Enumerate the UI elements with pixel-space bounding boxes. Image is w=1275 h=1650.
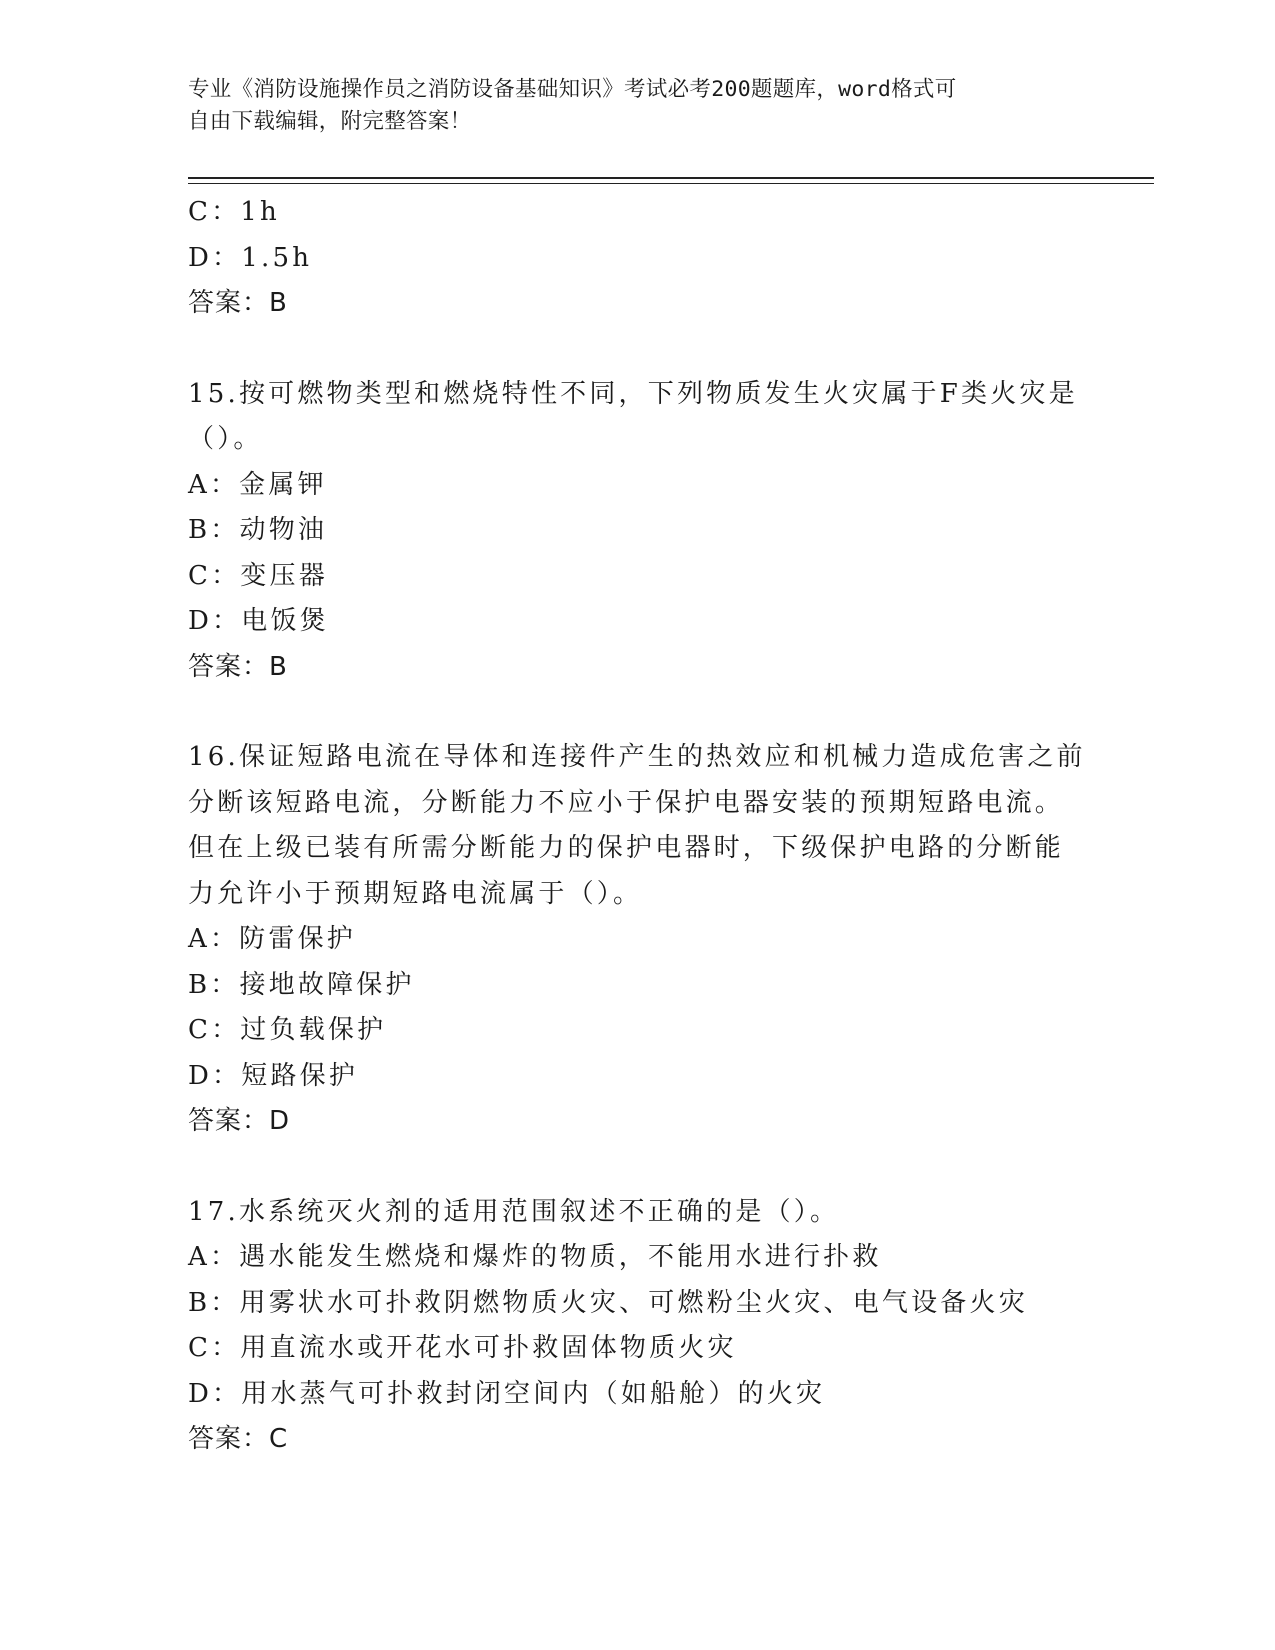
question-content bbox=[188, 190, 1088, 1463]
option-d: D：1.5h bbox=[188, 242, 313, 273]
option-a: A：遇水能发生燃烧和爆炸的物质，不能用水进行扑救 bbox=[188, 1242, 882, 1272]
option-c: C：过负载保护 bbox=[188, 1015, 387, 1045]
question-15 bbox=[188, 372, 1088, 691]
answer: 答案：B bbox=[188, 651, 288, 682]
option-b: B：接地故障保护 bbox=[188, 969, 415, 1000]
question-text: 17.水系统灭火剂的适用范围叙述不正确的是（）。 bbox=[188, 1196, 840, 1227]
option-c: C：用直流水或开花水可扑救固体物质火灾 bbox=[188, 1333, 737, 1363]
header-line-1: 专业《消防设施操作员之消防设备基础知识》考试必考200题题库，word格式可 bbox=[188, 77, 957, 102]
question-text: 分断该短路电流，分断能力不应小于保护电器安装的预期短路电流。 bbox=[188, 787, 1065, 818]
question-text: 16.保证短路电流在导体和连接件产生的热效应和机械力造成危害之前 bbox=[188, 742, 1086, 772]
question-text: 力允许小于预期短路电流属于（）。 bbox=[188, 878, 643, 909]
header-line-2: 自由下载编辑，附完整答案！ bbox=[188, 109, 472, 134]
document-header bbox=[188, 74, 1068, 138]
answer: 答案：C bbox=[188, 1424, 289, 1454]
header-rule-thin bbox=[188, 183, 1154, 184]
question-text: 但在上级已装有所需分断能力的保护电器时，下级保护电路的分断能 bbox=[188, 833, 1065, 863]
option-c: C：1h bbox=[188, 197, 280, 227]
option-b: B：用雾状水可扑救阴燃物质火灾、可燃粉尘火灾、电气设备火灾 bbox=[188, 1287, 1028, 1318]
option-d: D：用水蒸气可扑救封闭空间内（如船舱）的火灾 bbox=[188, 1378, 826, 1409]
question-16 bbox=[188, 735, 1088, 1145]
option-d: D：电饭煲 bbox=[188, 606, 329, 636]
question-text: 15.按可燃物类型和燃烧特性不同，下列物质发生火灾属于F类火灾是 bbox=[188, 378, 1078, 409]
answer: 答案：B bbox=[188, 288, 288, 318]
previous-question-tail bbox=[188, 190, 1088, 327]
option-c: C：变压器 bbox=[188, 560, 328, 591]
question-text: （）。 bbox=[188, 424, 263, 454]
option-a: A：防雷保护 bbox=[188, 924, 356, 954]
question-17 bbox=[188, 1190, 1088, 1463]
option-a: A：金属钾 bbox=[188, 469, 327, 500]
answer: 答案：D bbox=[188, 1106, 291, 1136]
option-d: D：短路保护 bbox=[188, 1060, 359, 1091]
header-rule-thick bbox=[188, 177, 1154, 179]
option-b: B：动物油 bbox=[188, 515, 328, 545]
